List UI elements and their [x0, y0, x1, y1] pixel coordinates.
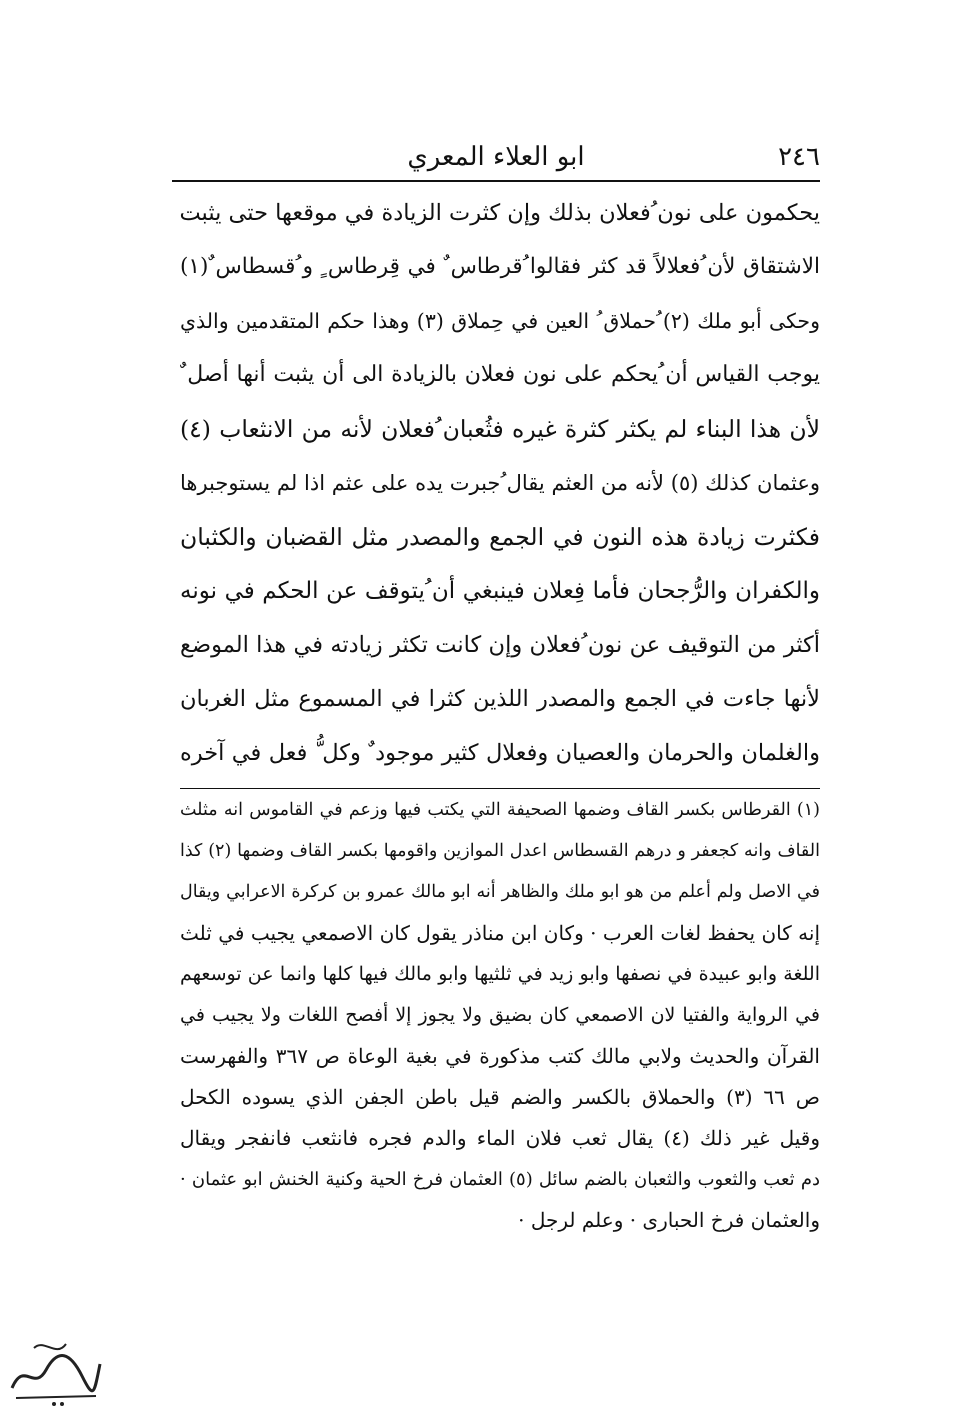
header-rule: [172, 180, 820, 182]
text-line: يحكمون على نون ُفعلان بذلك وإن كثرت الزيادة في موقعها حتى يثبت: [179, 200, 820, 226]
text-line: وحكى أبو ملك (٢) ُحملاق ُ العين في حِملاق (٣) وهذا حكم المتقدمين والذي: [180, 309, 820, 333]
footnote-line: وقيل غير ذلك (٤) يقال ثعب فلان الماء والدم فجره فانثعب فانفجر ويقال: [180, 1126, 820, 1150]
footnotes: [180, 790, 820, 1241]
text-line: والكفران والرُّجحان فأما فِعلان فينبغي أن ُيتوقف عن الحكم في نونه: [180, 578, 820, 604]
text-line: لأن هذا البناء لم يكثر كثرة غيره فثُعبان ُفعلان لأنه من الانثعاب (٤): [180, 415, 820, 443]
footnote-line: في الرواية والفتيا لان الاصمعي كان بضيق ولا يجوز إلا أفصح اللغات ولا يجيب في: [180, 1004, 820, 1026]
running-head: ابو العلاء المعري: [407, 142, 585, 172]
footnote-line: القرآن والحديث ولابي مالك كتب مذكورة في بغية الوعاة ص ٣٦٧ والفهرست: [180, 1044, 820, 1068]
page-header: [172, 140, 820, 180]
footnote-line: والعثمان فرخ الحبارى · وعلم لرجل ·: [518, 1208, 820, 1232]
footnote-rule: [180, 788, 820, 789]
text-line: فكثرت زيادة هذه النون في الجمع والمصدر مثل القضبان والكثبان: [180, 523, 820, 551]
text-line: يوجب القياس أن ُيحكم على نون فعلان بالزيادة الى أن يثبت أنها أصل ٌ: [180, 362, 820, 387]
page-number: ٢٤٦: [778, 142, 820, 172]
text-line: لأنها جاءت في الجمع والمصدر اللذين كثرا في المسموع مثل الغربان: [180, 686, 820, 712]
footnote-line: في الاصل ولم أعلم من هو ابو ملك والظاهر أنه ابو مالك عمرو بن كركرة الاعرابي ويقال: [180, 882, 820, 902]
text-line: الاشتقاق لأن ُفعلالاً قد كثر فقالوا ُقرطاس ٌ في قِرطاس ٍ و ُقسطاس ٌ(١): [180, 254, 820, 279]
footnote-line: اللغة وابو عبيدة في نصفها وابو زيد في ثلثيها وابو مالك فيها كلها وانما عن توسعهم: [180, 963, 820, 985]
text-line: وعثمان كذلك (٥) لأنه من العثم يقال ُجبرت يده على عثم اذا لم يستوجبرها: [180, 471, 820, 495]
footnote-line: إنه كان يحفظ لغات العرب · وكان ابن مناذر يقول كان الاصمعي يجيب في ثلث: [180, 921, 820, 945]
text-line: والغلمان والحرمان والعصيان وفعلال كثير موجود ٌ وكل ُّ فعل في آخره: [180, 740, 820, 766]
footnote-line: (١) القرطاس بكسر القاف وضمها الصحيفة التي يكتب فيها وزعم في القاموس انه مثلث: [180, 800, 820, 820]
footnote-line: دم ثعب والثعوب والثعبان بالضم سائل (٥) العثمان فرخ الحية وكنية الخنش ابو عثمان ·: [180, 1169, 821, 1190]
calligraphy-watermark-logo: [4, 1330, 104, 1410]
text-line: أكثر من التوقيف عن نون ُفعلان وإن كانت تكثر زيادته في هذا الموضع: [180, 632, 820, 658]
footnote-line: ص ٦٦ (٣) والحملاق بالكسر والضم قيل باطن الجفن الذي يسوده الكحل: [180, 1085, 820, 1109]
footnote-line: القاف وانه كجعفر و درهم القسطاس اعدل الموازين واقومها بكسر القاف وضمها (٢) كذا: [180, 841, 820, 861]
main-text: [180, 186, 820, 780]
